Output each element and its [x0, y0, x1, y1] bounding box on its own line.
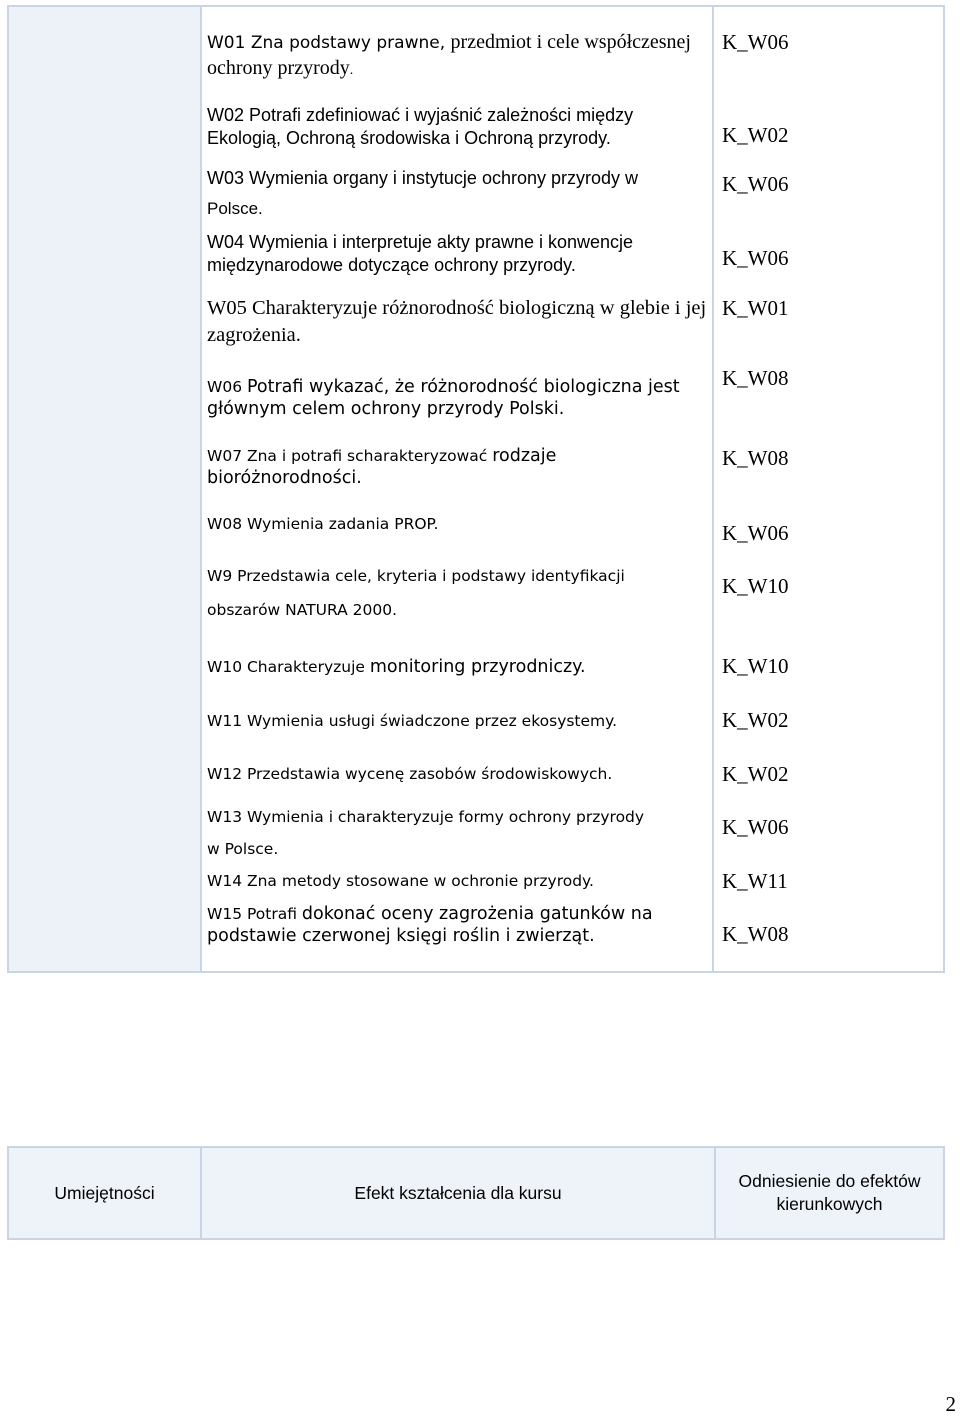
outcome-w09-line1: W9 Przedstawia cele, kryteria i podstawy identyfikacji — [207, 567, 625, 585]
outcome-w02: W02 Potrafi zdefiniować i wyjaśnić zależności między Ekologią, Ochroną środowiska i Ochroną przyrody. — [207, 105, 634, 149]
code-w06: K_W08 — [722, 366, 789, 390]
outcome-w06 — [207, 376, 707, 421]
code-w04: K_W06 — [722, 246, 789, 270]
outcome-w06-prefix: W06 — [207, 378, 247, 396]
outcome-w07 — [207, 445, 707, 490]
outcome-w15 — [207, 903, 712, 948]
skills-header-reference: Odniesienie do efektów kierunkowych — [738, 1171, 921, 1214]
code-w14: K_W11 — [722, 869, 788, 893]
outcome-w01-dot: . — [349, 62, 354, 78]
code-w03: K_W06 — [722, 172, 789, 196]
outcome-w12: W12 Przedstawia wycenę zasobów środowiskowych. — [207, 765, 613, 783]
outcome-w01-text: przedmiot i cele współczesnej ochrony przyrody — [207, 31, 691, 79]
outcome-w03-line1: W03 Wymienia organy i instytucje ochrony przyrody w — [207, 168, 638, 188]
code-w11: K_W02 — [722, 708, 789, 732]
outcome-w05: W05 Charakteryzuje różnorodność biologiczną w glebie i jej zagrożenia. — [207, 297, 707, 346]
code-w12: K_W02 — [722, 762, 789, 786]
skills-header-category: Umiejętności — [9, 1148, 202, 1238]
code-w08: K_W06 — [722, 521, 789, 545]
outcome-w06-text: Potrafi wykazać, że różnorodność biologiczna jest głównym celem ochrony przyrody Polski. — [207, 377, 680, 420]
code-w05: K_W01 — [722, 296, 789, 320]
outcome-w01-prefix: W01 Zna podstawy prawne, — [207, 33, 451, 53]
code-w02: K_W02 — [722, 123, 789, 147]
code-w09: K_W10 — [722, 574, 789, 598]
outcome-w13-line1: W13 Wymienia i charakteryzuje formy ochrony przyrody — [207, 808, 645, 826]
outcome-w10-prefix: W10 Charakteryzuje — [207, 658, 370, 676]
outcome-w01 — [207, 30, 707, 81]
outcome-w15-prefix: W15 Potrafi — [207, 905, 302, 923]
code-w15: K_W08 — [722, 922, 789, 946]
category-column — [9, 7, 202, 971]
page-number: 2 — [945, 1392, 956, 1416]
outcome-w07-prefix: W07 Zna i potrafi scharakteryzować — [207, 447, 493, 465]
outcome-w07-text: rodzaje bioróżnorodności. — [207, 446, 557, 489]
skills-header-table — [7, 1146, 945, 1240]
outcome-w08: W08 Wymienia zadania PROP. — [207, 515, 439, 533]
skills-header-outcome: Efekt kształcenia dla kursu — [202, 1148, 716, 1238]
outcome-w10-text: monitoring przyrodniczy. — [369, 657, 586, 677]
outcome-w13-line2: w Polsce. — [207, 840, 279, 858]
outcome-w03-line2: Polsce. — [207, 199, 263, 218]
code-w13: K_W06 — [722, 815, 789, 839]
outcome-w11: W11 Wymienia usługi świadczone przez ekosystemy. — [207, 712, 618, 730]
outcome-w10 — [207, 656, 707, 678]
code-w10: K_W10 — [722, 654, 789, 678]
outcome-w09-line2: obszarów NATURA 2000. — [207, 601, 398, 619]
outcome-w14: W14 Zna metody stosowane w ochronie przyrody. — [207, 872, 594, 890]
outcome-w04: W04 Wymienia i interpretuje akty prawne i konwencje międzynarodowe dotyczące ochrony przyrody. — [207, 232, 634, 276]
code-w01: K_W06 — [722, 30, 789, 54]
code-w07: K_W08 — [722, 446, 789, 470]
outcome-w15-text: dokonać oceny zagrożenia gatunków na podstawie czerwonej księgi roślin i zwierząt. — [207, 904, 653, 947]
